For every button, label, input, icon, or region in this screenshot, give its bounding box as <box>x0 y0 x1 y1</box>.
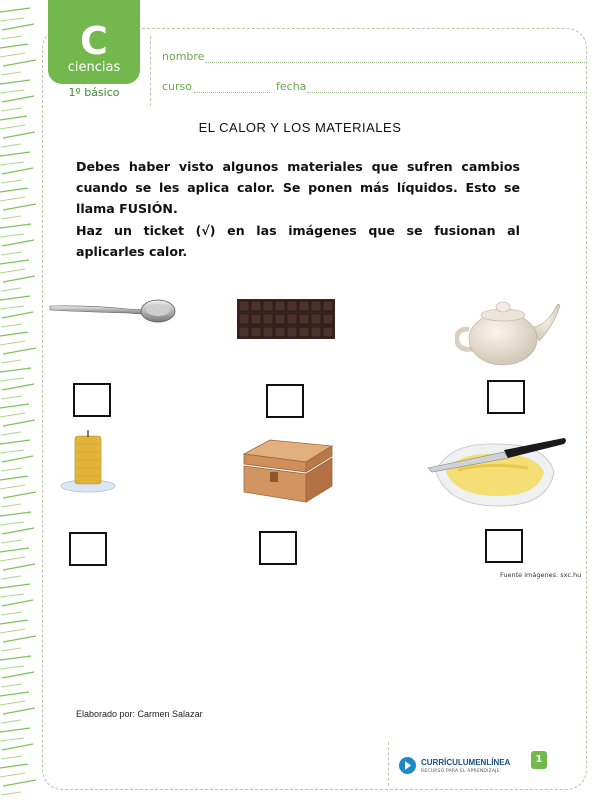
intro-paragraph <box>76 156 520 219</box>
subject-letter: C <box>80 19 108 63</box>
subject-tab <box>48 0 140 84</box>
wooden-box-icon <box>240 436 336 506</box>
fusion-term: FUSIÓN. <box>119 201 178 216</box>
checkbox-candle[interactable] <box>69 532 107 566</box>
author-credit: Elaborado por: Carmen Salazar <box>76 709 203 719</box>
grade-label: 1º básico <box>68 86 120 99</box>
date-label: fecha <box>276 80 307 93</box>
checkbox-spoon[interactable] <box>73 383 111 417</box>
spoon-icon <box>48 296 176 326</box>
checkbox-butter[interactable] <box>485 529 523 563</box>
curriculum-logo-icon <box>399 757 416 774</box>
name-label: nombre <box>162 50 205 63</box>
instruction-paragraph: Haz un ticket (√) en las imágenes que se fusionan al aplicarles calor. <box>76 223 520 259</box>
image-source-credit: Fuente imágenes: sxc.hu <box>500 571 582 579</box>
teapot-icon <box>455 297 563 367</box>
name-field[interactable] <box>205 62 585 63</box>
header-divider <box>150 36 151 106</box>
butter-knife-icon <box>428 432 568 516</box>
footer-divider <box>388 742 389 786</box>
page-number: 1 <box>531 751 547 769</box>
course-field[interactable] <box>194 92 270 93</box>
checkbox-wooden-box[interactable] <box>259 531 297 565</box>
course-label: curso <box>162 80 193 93</box>
subject-name: ciencias <box>67 60 121 75</box>
chocolate-bar-icon <box>237 299 335 339</box>
date-field[interactable] <box>307 92 585 93</box>
logo-subtext: RECURSO PARA EL APRENDIZAJE <box>421 769 500 774</box>
intro-text: Debes haber visto algunos materiales que sufren cambios cuando se les aplica calor. Se ponen más líquidos. Esto se llama <box>76 159 520 216</box>
logo-text: CURRÍCULUMENLÍNEA <box>421 758 511 767</box>
checkbox-teapot[interactable] <box>487 380 525 414</box>
candle-icon <box>58 430 118 494</box>
worksheet-title: EL CALOR Y LOS MATERIALES <box>198 120 402 135</box>
checkbox-chocolate[interactable] <box>266 384 304 418</box>
